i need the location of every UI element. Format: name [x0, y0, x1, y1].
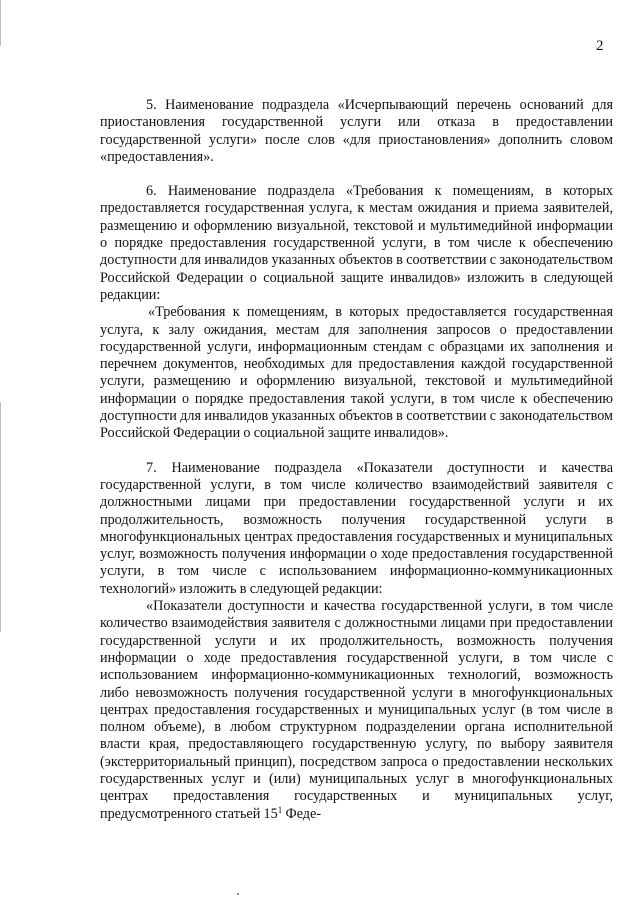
- paragraph-7-quote: [100, 598, 613, 823]
- paragraph-7-quote-text: «Показатели доступности и качества государственной услуги, в том числе количество взаимодействия заявителя с должностными лицами при предоставлении государственной услуги и их продолжительность, возможность получения информации о ходе предоставления государственной услуги, в том числе с использованием информационно-коммуникационных технологий, возможность либо невозможность получения государственной услуги в многофункциональных центрах предоставления государственных и муниципальных услуг (в том числе в полном объеме), в любом структурном подразделении органа исполнительной власти края, предоставляющего государственную услугу, по выбору заявителя (экстерриториальный принцип), посредством запроса о предоставлении нескольких государственных услуг и (или) муниципальных услуг в многофункциональных центрах предоставления государственных и муниципальных услуг, предусмотренного статьей 15: [100, 598, 613, 822]
- scan-dot: [237, 893, 239, 895]
- document-body: [100, 97, 613, 823]
- paragraph-gap: [100, 166, 613, 183]
- scan-edge-mark: [0, 0, 1, 46]
- scan-edge-mark: [0, 402, 1, 632]
- paragraph-6: 6. Наименование подраздела «Требования к помещениям, в которых предоставляется государственная услуга, к местам ожидания и приема заявителей, размещению и оформлению визуальной, текстовой и мультимедийной информации о порядке предоставления государственной услуги, в том числе к обеспечению доступности для инвалидов указанных объектов в соответствии с законодательством Российской Федерации о социальной защите инвалидов» изложить в следующей редакции:: [100, 183, 613, 303]
- paragraph-gap: [100, 443, 613, 460]
- article-superscript: 1: [277, 804, 283, 815]
- paragraph-7-quote-end: Феде-: [282, 805, 322, 822]
- paragraph-7: 7. Наименование подраздела «Показатели доступности и качества государственной услуги, в том числе количество взаимодействий заявителя с должностными лицами при предоставлении государственной услуги и их продолжительность, возможность получения государственной услуги в многофункциональных центрах предоставления государственных и муниципальных услуг, возможность получения информации о ходе предоставления государственной услуги, в том числе с использованием информационно-коммуникационных технологий» изложить в следующей редакции:: [100, 459, 613, 597]
- page-number: 2: [596, 38, 604, 54]
- paragraph-6-quote: «Требования к помещениям, в которых предоставляется государственная услуга, к залу ожидания, местам для заполнения запросов о предоставлении государственной услуги, информационным стендам с образцами их заполнения и перечнем документов, необходимых для предоставления каждой государственной услуги, размещению и оформлению визуальной, текстовой и мультимедийной информации о порядке предоставления такой услуги, в том числе к обеспечению доступности для инвалидов указанных объектов в соответствии с законодательством Российской Федерации о социальной защите инвалидов».: [100, 304, 613, 442]
- paragraph-5: 5. Наименование подраздела «Исчерпывающий перечень оснований для приостановления государственной услуги или отказа в предоставлении государственной услуги» после слов «для приостановления» дополнить словом «предоставления».: [100, 97, 613, 165]
